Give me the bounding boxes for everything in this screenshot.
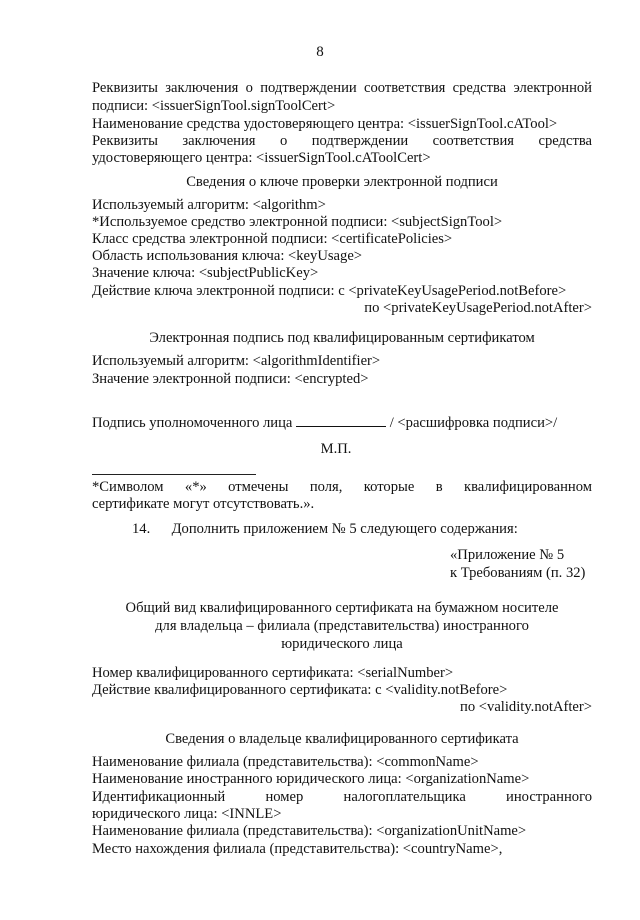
ca-tool-conclusion-line1: Реквизиты заключения о подтверждении соответствия средства	[92, 133, 592, 149]
key-usage: Область использования ключа: <keyUsage>	[92, 248, 363, 264]
signature-algorithm: Используемый алгоритм: <algorithmIdentifier>	[92, 353, 381, 369]
owner-tax-id-line2: юридического лица: <INNLE>	[92, 806, 282, 822]
key-sign-tool: *Используемое средство электронной подписи: <subjectSignTool>	[92, 214, 503, 230]
stamp-mark: М.П.	[320, 441, 352, 457]
owner-location: Место нахождения филиала (представительства): <countryName>,	[92, 841, 503, 857]
cert-tool-conclusion-line1: Реквизиты заключения о подтверждении соответствия средства электронной	[92, 80, 592, 96]
owner-organization-name: Наименование иностранного юридического лица: <organizationName>	[92, 771, 530, 787]
key-class: Класс средства электронной подписи: <certificatePolicies>	[92, 231, 453, 247]
ca-tool-conclusion-line2: удостоверяющего центра: <issuerSignTool.cAToolCert>	[92, 150, 431, 166]
owner-branch-name: Наименование филиала (представительства): <commonName>	[92, 754, 479, 770]
owner-tax-id-line1: Идентификационный номер налогоплательщика иностранного	[92, 789, 592, 805]
signatory-line	[92, 414, 592, 432]
owner-unit-name: Наименование филиала (представительства): <organizationUnitName>	[92, 823, 527, 839]
title-line3: юридического лица	[281, 636, 403, 652]
signatory-decoding: / <расшифровка подписи>/	[389, 415, 558, 431]
key-algorithm: Используемый алгоритм: <algorithm>	[92, 197, 326, 213]
signature-value: Значение электронной подписи: <encrypted>	[92, 371, 369, 387]
appendix-label-line1: «Приложение № 5	[450, 547, 565, 563]
cert-serial-number: Номер квалифицированного сертификата: <serialNumber>	[92, 665, 454, 681]
signature-blank	[296, 414, 386, 427]
key-period-from: Действие ключа электронной подписи: с <privateKeyUsagePeriod.notBefore>	[92, 283, 567, 299]
item-14	[132, 521, 592, 538]
cert-validity-from: Действие квалифицированного сертификата: с <validity.notBefore>	[92, 682, 508, 698]
ca-tool-name: Наименование средства удостоверяющего центра: <issuerSignTool.cATool>	[92, 116, 558, 132]
page-number: 8	[316, 44, 324, 60]
cert-tool-conclusion-line2: подписи: <issuerSignTool.signToolCert>	[92, 98, 336, 114]
key-section-heading: Сведения о ключе проверки электронной подписи	[186, 174, 498, 190]
key-value: Значение ключа: <subjectPublicKey>	[92, 265, 319, 281]
footnote-line2: сертификате могут отсутствовать.».	[92, 496, 315, 512]
appendix-label-line2: к Требованиям (п. 32)	[450, 565, 586, 581]
title-line1: Общий вид квалифицированного сертификата на бумажном носителе	[125, 600, 559, 616]
signatory-label: Подпись уполномоченного лица	[92, 415, 293, 431]
cert-validity-to: по <validity.notAfter>	[460, 699, 592, 715]
key-period-to: по <privateKeyUsagePeriod.notAfter>	[364, 300, 592, 316]
item-14-text: Дополнить приложением № 5 следующего содержания:	[171, 521, 518, 537]
item-14-number: 14.	[132, 521, 151, 537]
title-line2: для владельца – филиала (представительства) иностранного	[155, 618, 529, 634]
footnote-separator	[92, 474, 256, 475]
owner-section-heading: Сведения о владельце квалифицированного сертификата	[165, 731, 519, 747]
signature-section-heading: Электронная подпись под квалифицированным сертификатом	[149, 330, 535, 346]
footnote-line1: *Символом «*» отмечены поля, которые в квалифицированном	[92, 479, 592, 495]
